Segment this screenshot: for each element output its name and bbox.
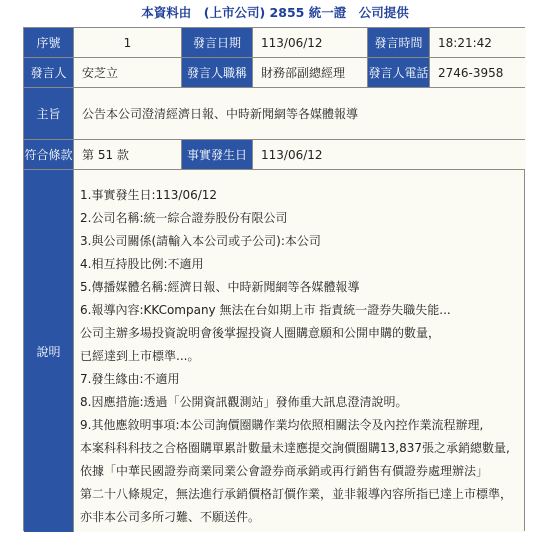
row-explain xyxy=(24,170,524,532)
clause-label: 符合條款 xyxy=(24,140,74,169)
row-clause-event xyxy=(24,140,524,170)
event-date-value: 113/06/12 xyxy=(253,140,526,169)
explain-line: 公司主辦多場投資說明會後掌握投資人圈購意願和公開申購的數量， xyxy=(80,326,441,340)
explain-line: 第二十八條規定，無法進行承銷價格訂價作業，並非報導內容所指已達上市標準， xyxy=(80,487,513,501)
row-speaker xyxy=(24,58,524,88)
explain-line: 依據「中華民國證券商業同業公會證券商承銷或再行銷售有價證券處理辦法」 xyxy=(80,464,489,478)
explain-line: 9.其他應敘明事項:本公司詢價圈購作業均依照相關法令及內控作業流程辦理, xyxy=(80,418,484,432)
announcement-table xyxy=(23,27,525,531)
explain-line: 1.事實發生日:113/06/12 xyxy=(80,188,218,202)
speaker-phone-value: 2746-3958 xyxy=(430,58,526,87)
row-seq-date-time xyxy=(24,28,524,58)
time-label: 發言時間 xyxy=(368,28,430,57)
explain-line: 6.報導內容:KKCompany 無法在台如期上市 指責統一證券失職失能... xyxy=(80,303,451,317)
speaker-phone-label: 發言人電話 xyxy=(368,58,430,87)
subject-value: 公告本公司澄清經濟日報、中時新聞網等各媒體報導 xyxy=(74,88,526,139)
explain-line: 亦非本公司多所刁難、不願送件。 xyxy=(80,510,261,524)
explain-line: 8.因應措施:透過「公開資訊觀測站」發佈重大訊息澄清說明。 xyxy=(80,395,408,409)
explain-line: 4.相互持股比例:不適用 xyxy=(80,257,204,271)
speaker-label: 發言人 xyxy=(24,58,74,87)
explain-line: 本案科科科技之合格圈購單累計數量未達應提交詢價圈購13,837張之承銷總數量, xyxy=(80,441,510,455)
page-title: 本資料由 (上市公司) 2855 統一證 公司提供 xyxy=(141,5,409,20)
speaker-value: 安芝立 xyxy=(74,58,182,87)
event-date-label: 事實發生日 xyxy=(182,140,253,169)
explain-line: 3.與公司關係(請輸入本公司或子公司):本公司 xyxy=(80,234,321,248)
speaker-title-value: 財務部副總經理 xyxy=(253,58,368,87)
time-value: 18:21:42 xyxy=(430,28,526,57)
date-label: 發言日期 xyxy=(182,28,253,57)
clause-value: 第 51 款 xyxy=(74,140,182,169)
explain-line: 已經達到上市標準...。 xyxy=(80,349,200,363)
explain-label: 說明 xyxy=(24,170,74,532)
explain-line: 2.公司名稱:統一綜合證券股份有限公司 xyxy=(80,211,288,225)
explain-line: 5.傳播媒體名稱:經濟日報、中時新聞網等各媒體報導 xyxy=(80,280,360,294)
seq-label: 序號 xyxy=(24,28,74,57)
date-value: 113/06/12 xyxy=(253,28,368,57)
explain-content xyxy=(74,170,524,532)
explain-line: 7.發生緣由:不適用 xyxy=(80,372,180,386)
seq-value: 1 xyxy=(74,28,182,57)
speaker-title-label: 發言人職稱 xyxy=(182,58,253,87)
row-subject xyxy=(24,88,524,140)
subject-label: 主旨 xyxy=(24,88,74,139)
